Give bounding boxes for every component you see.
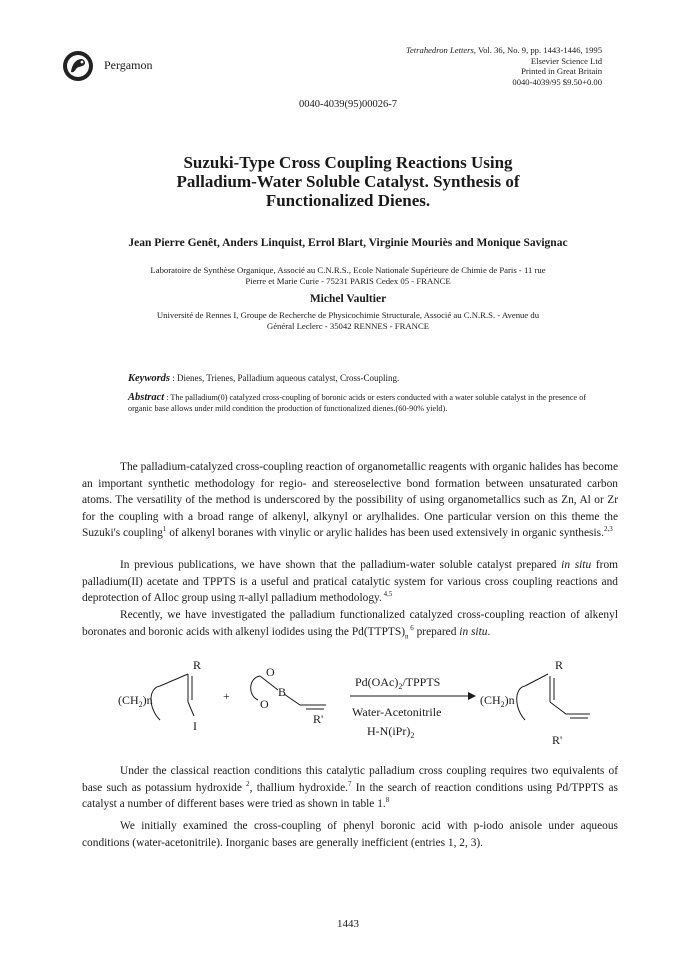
title-line: Palladium-Water Soluble Catalyst. Synthesis of xyxy=(176,172,520,191)
abstract-text: : The palladium(0) catalyzed cross-coupling of boronic acids or esters conducted with a water soluble catalyst in the presence of organic base allows under mild condition the production of functionalized dienes.(60-90% yield). xyxy=(128,393,586,413)
reference: 6 xyxy=(408,623,414,632)
oxygen-top: O xyxy=(266,665,275,679)
reference: 1 xyxy=(162,525,167,534)
plus-sign: + xyxy=(223,689,230,703)
printed-line: Printed in Great Britain xyxy=(521,66,602,77)
affiliation-2: Université de Rennes I, Groupe de Recherche de Physicochimie Structurale, Associé au C.N.R.S. - Avenue du Général Leclerc - 35042 RENNES - FRANCE xyxy=(156,310,540,331)
boron-atom: B xyxy=(278,685,287,699)
body-paragraph-4: Under the classical reaction conditions this catalytic palladium cross coupling requires two equivalents of base such as potassium hydroxide $^2$, thallium hydroxide.$^7$ In the search of reaction conditions using Pd/TPPTS as catalyst a number of different bases were tried as shown in table 1.$^8$ xyxy=(82,765,618,810)
reagent-solvent: Water-Acetonitrile xyxy=(352,705,442,719)
reference: 2 xyxy=(246,779,250,788)
pergamon-logo-icon xyxy=(62,50,94,82)
keywords-text: : Dienes, Trienes, Palladium aqueous catalyst, Cross-Coupling. xyxy=(170,373,400,383)
r-prime-mid: R' xyxy=(313,712,324,726)
reagent-base: $H-N(iPr)_2$ xyxy=(367,724,415,740)
abstract-label: Abstract xyxy=(128,392,165,403)
journal-citation: Tetrahedron Letters, Vol. 36, No. 9, pp. 1443-1446, 1995 xyxy=(405,45,602,55)
author-list: Jean Pierre Genêt, Anders Linquist, Errol Blart, Virginie Mouriès and Monique Savignac xyxy=(128,237,568,249)
publisher-name: Pergamon xyxy=(104,58,153,72)
reference: 4,5 xyxy=(381,590,393,599)
abstract xyxy=(128,393,594,414)
paper-title xyxy=(90,153,606,210)
journal-info xyxy=(406,45,602,88)
journal-name: Tetrahedron Letters xyxy=(405,45,474,55)
body-paragraph-2: In previous publications, we have shown that the palladium-water soluble catalyst prepared in situ from palladium(II) acetate and TPPTS is a useful and pratical catalytic system for various cross coupling reactions and deprotection of Alloc group using π-allyl palladium methodology. $^{4,5}$ xyxy=(82,559,618,604)
oxygen-bottom: O xyxy=(260,697,269,711)
keywords xyxy=(128,373,598,384)
body-paragraph-5: We initially examined the cross-coupling of phenyl boronic acid with p-iodo anisole under aqueous conditions (water-acetonitrile). Inorganic bases are generally inefficient (entries 1, 2, 3). xyxy=(82,820,618,849)
reference: 2,3 xyxy=(603,525,613,534)
page-number: 1443 xyxy=(337,918,359,930)
r-group-left: R xyxy=(193,658,202,672)
issn-price: 0040-4039/95 $9.50+0.00 xyxy=(512,77,602,88)
doi: 0040-4039(95)00026-7 xyxy=(299,99,397,110)
reference: 8 xyxy=(385,796,390,805)
title-line: Suzuki-Type Cross Coupling Reactions Using xyxy=(183,153,513,172)
r-prime-right: R' xyxy=(552,733,563,747)
keywords-label: Keywords xyxy=(128,373,170,384)
iodo-label: I xyxy=(193,719,197,733)
reaction-scheme xyxy=(118,658,590,760)
title-line: Functionalized Dienes. xyxy=(265,191,431,210)
author-2: Michel Vaultier xyxy=(309,293,387,305)
r-group-right: R xyxy=(555,658,564,672)
affiliation-1: Laboratoire de Synthèse Organique, Associé au C.N.R.S., Ecole Nationale Supérieure de Chimie de Paris - 11 rue Pierre et Marie Curie - 75231 PARIS Cedex 05 - FRANCE xyxy=(150,265,546,286)
copyright-line: Elsevier Science Ltd xyxy=(530,55,602,66)
ring-size-left: $(CH_2)n$ xyxy=(118,693,153,709)
reagent-catalyst: $Pd(OAc)_2$/TPPTS xyxy=(355,675,441,691)
body-paragraph-1: The palladium-catalyzed cross-coupling reaction of organometallic reagents with organic halides has become an important synthetic methodology for regio- and stereoselective bond formation between unsaturated carbon atoms. The versatility of the method is underscored by the possibility of using organometallics such as Zn, Al or Zr for the coupling with a broad range of alkenyl, alkynyl or arylhalides. One particular version on this theme the Suzuki's coupling$^1$ of alkenyl boranes with vinylic or arylic halides has been used extensively in organic synthesis.$^{2,3}$ xyxy=(82,461,618,539)
bond-to-r-left xyxy=(160,674,188,686)
body-paragraph-3: Recently, we have investigated the palladium functionalized catalyzed cross-coupling reaction of alkenyl boronates and boronic acids with alkenyl iodides using the $Pd(TTPTS)_n$ $^6$ prepared in situ. xyxy=(82,609,618,640)
reference: 7 xyxy=(347,779,352,788)
ring-size-right: $(CH_2)n$ xyxy=(480,693,515,709)
